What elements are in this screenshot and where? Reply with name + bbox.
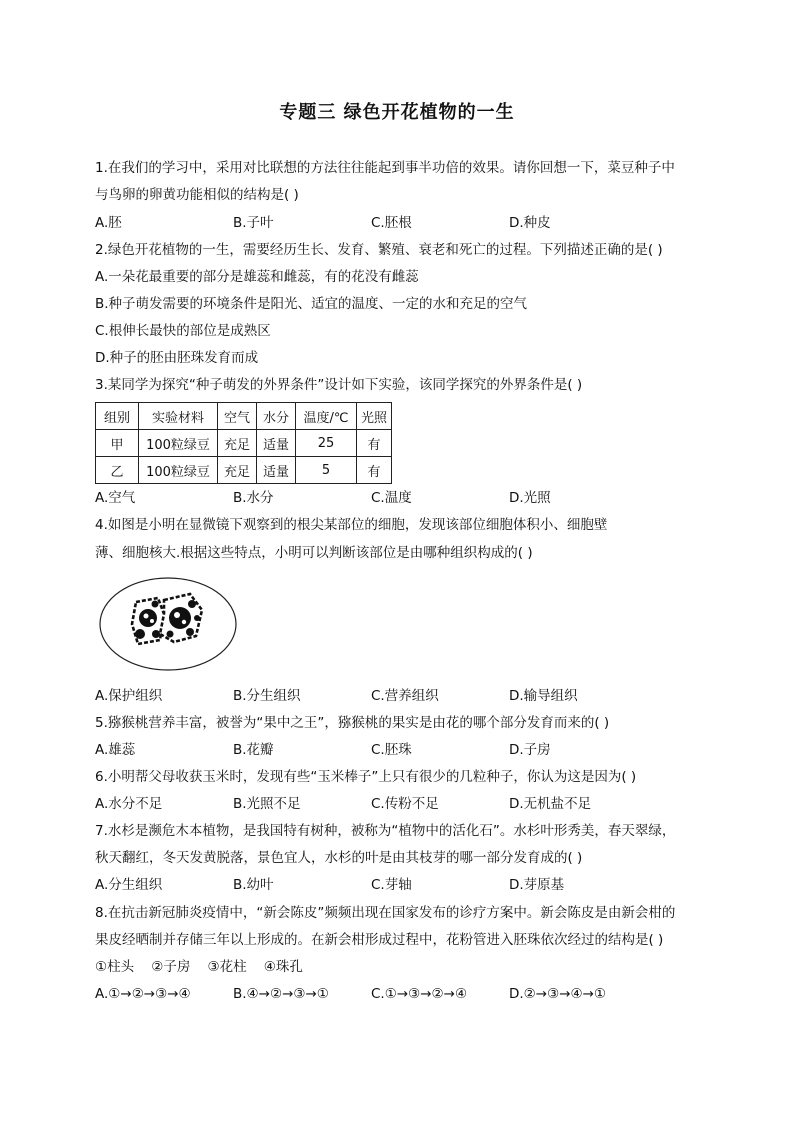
- q7-option-b[interactable]: B.幼叶: [233, 877, 274, 893]
- table-cell: 充足: [218, 457, 257, 484]
- q3-option-c[interactable]: C.温度: [371, 490, 412, 506]
- q7-option-c[interactable]: C.芽轴: [371, 877, 412, 893]
- microscope-cells-figure: [98, 574, 238, 674]
- experiment-table: [95, 402, 392, 484]
- q7-stem-line2: 秋天翻红，冬天发黄脱落，景色宜人，水杉的叶是由其枝芽的哪一部分发育成的( ): [95, 850, 583, 866]
- q8-option-d[interactable]: D.②→③→④→①: [509, 986, 607, 1002]
- q8-items: ①柱头 ②子房 ③花柱 ④珠孔: [95, 959, 303, 975]
- q2-option-a[interactable]: A.一朵花最重要的部分是雄蕊和雌蕊，有的花没有雌蕊: [95, 269, 419, 285]
- q6-option-a[interactable]: A.水分不足: [95, 796, 163, 812]
- q7-stem-line1: 7.水杉是濒危木本植物，是我国特有树种，被称为“植物中的活化石”。水杉叶形秀美，春天翠绿，: [95, 823, 676, 839]
- q8-option-b[interactable]: B.④→②→③→①: [233, 986, 329, 1002]
- q7-option-d[interactable]: D.芽原基: [509, 877, 565, 893]
- q7-option-a[interactable]: A.分生组织: [95, 877, 163, 893]
- q4-option-d[interactable]: D.输导组织: [509, 688, 578, 704]
- table-header-row: [96, 403, 392, 430]
- q2-option-c[interactable]: C.根伸长最快的部位是成熟区: [95, 323, 271, 339]
- q2-option-b[interactable]: B.种子萌发需要的环境条件是阳光、适宜的温度、一定的水和充足的空气: [95, 296, 528, 312]
- table-cell: 甲: [96, 430, 139, 457]
- table-cell: 100粒绿豆: [139, 457, 218, 484]
- table-header-cell: 光照: [357, 403, 392, 430]
- table-cell: 充足: [218, 430, 257, 457]
- table-cell: 适量: [257, 430, 296, 457]
- table-header-cell: 实验材料: [139, 403, 218, 430]
- q6-option-c[interactable]: C.传粉不足: [371, 796, 439, 812]
- page-title: 专题三 绿色开花植物的一生: [279, 102, 515, 123]
- q3-stem: 3.某同学为探究“种子萌发的外界条件”设计如下实验，该同学探究的外界条件是( ): [95, 377, 583, 393]
- table-header-cell: 组别: [96, 403, 139, 430]
- table-cell: 100粒绿豆: [139, 430, 218, 457]
- q4-option-a[interactable]: A.保护组织: [95, 688, 163, 704]
- q8-stem-line2: 果皮经晒制并存储三年以上形成的。在新会柑形成过程中，花粉管进入胚珠依次经过的结构是( ): [95, 932, 664, 948]
- q8-option-a[interactable]: A.①→②→③→④: [95, 986, 191, 1002]
- q4-option-b[interactable]: B.分生组织: [233, 688, 301, 704]
- table-cell: 5: [296, 457, 357, 484]
- table-header-cell: 水分: [257, 403, 296, 430]
- q6-option-b[interactable]: B.光照不足: [233, 796, 301, 812]
- q4-option-c[interactable]: C.营养组织: [371, 688, 439, 704]
- q1-stem-line1: 1.在我们的学习中，采用对比联想的方法往往能起到事半功倍的效果。请你回想一下，菜豆种子中: [95, 160, 675, 176]
- q5-option-d[interactable]: D.子房: [509, 742, 551, 758]
- table-cell: 乙: [96, 457, 139, 484]
- q5-option-c[interactable]: C.胚珠: [371, 742, 412, 758]
- q6-stem: 6.小明帮父母收获玉米时，发现有些“玉米棒子”上只有很少的几粒种子，你认为这是因为( ): [95, 769, 637, 785]
- table-header-cell: 空气: [218, 403, 257, 430]
- q5-stem: 5.猕猴桃营养丰富，被誉为“果中之王”，猕猴桃的果实是由花的哪个部分发育而来的( ): [95, 715, 610, 731]
- q1-option-d[interactable]: D.种皮: [509, 215, 551, 231]
- q2-option-d[interactable]: D.种子的胚由胚珠发育而成: [95, 350, 259, 366]
- q1-stem-line2: 与鸟卵的卵黄功能相似的结构是( ): [95, 187, 299, 203]
- table-cell: 适量: [257, 457, 296, 484]
- q8-stem-line1: 8.在抗击新冠肺炎疫情中，“新会陈皮”频频出现在国家发布的诊疗方案中。新会陈皮是由新会柑的: [95, 905, 676, 921]
- q5-option-b[interactable]: B.花瓣: [233, 742, 274, 758]
- q8-option-c[interactable]: C.①→③→②→④: [371, 986, 468, 1002]
- table-row: [96, 430, 392, 457]
- q1-option-b[interactable]: B.子叶: [233, 215, 274, 231]
- table-cell: 25: [296, 430, 357, 457]
- q1-option-c[interactable]: C.胚根: [371, 215, 412, 231]
- q5-option-a[interactable]: A.雄蕊: [95, 742, 136, 758]
- q3-option-a[interactable]: A.空气: [95, 490, 136, 506]
- q3-option-d[interactable]: D.光照: [509, 490, 551, 506]
- table-cell: 有: [357, 457, 392, 484]
- q3-option-b[interactable]: B.水分: [233, 490, 274, 506]
- q2-stem: 2.绿色开花植物的一生，需要经历生长、发育、繁殖、衰老和死亡的过程。下列描述正确的是( ): [95, 242, 663, 258]
- q4-stem-line1: 4.如图是小明在显微镜下观察到的根尖某部位的细胞，发现该部位细胞体积小、细胞壁: [95, 517, 608, 533]
- table-cell: 有: [357, 430, 392, 457]
- q6-option-d[interactable]: D.无机盐不足: [509, 796, 592, 812]
- q4-stem-line2: 薄、细胞核大.根据这些特点，小明可以判断该部位是由哪种组织构成的( ): [95, 545, 533, 561]
- table-header-cell: 温度/℃: [296, 403, 357, 430]
- q1-option-a[interactable]: A.胚: [95, 215, 122, 231]
- table-row: [96, 457, 392, 484]
